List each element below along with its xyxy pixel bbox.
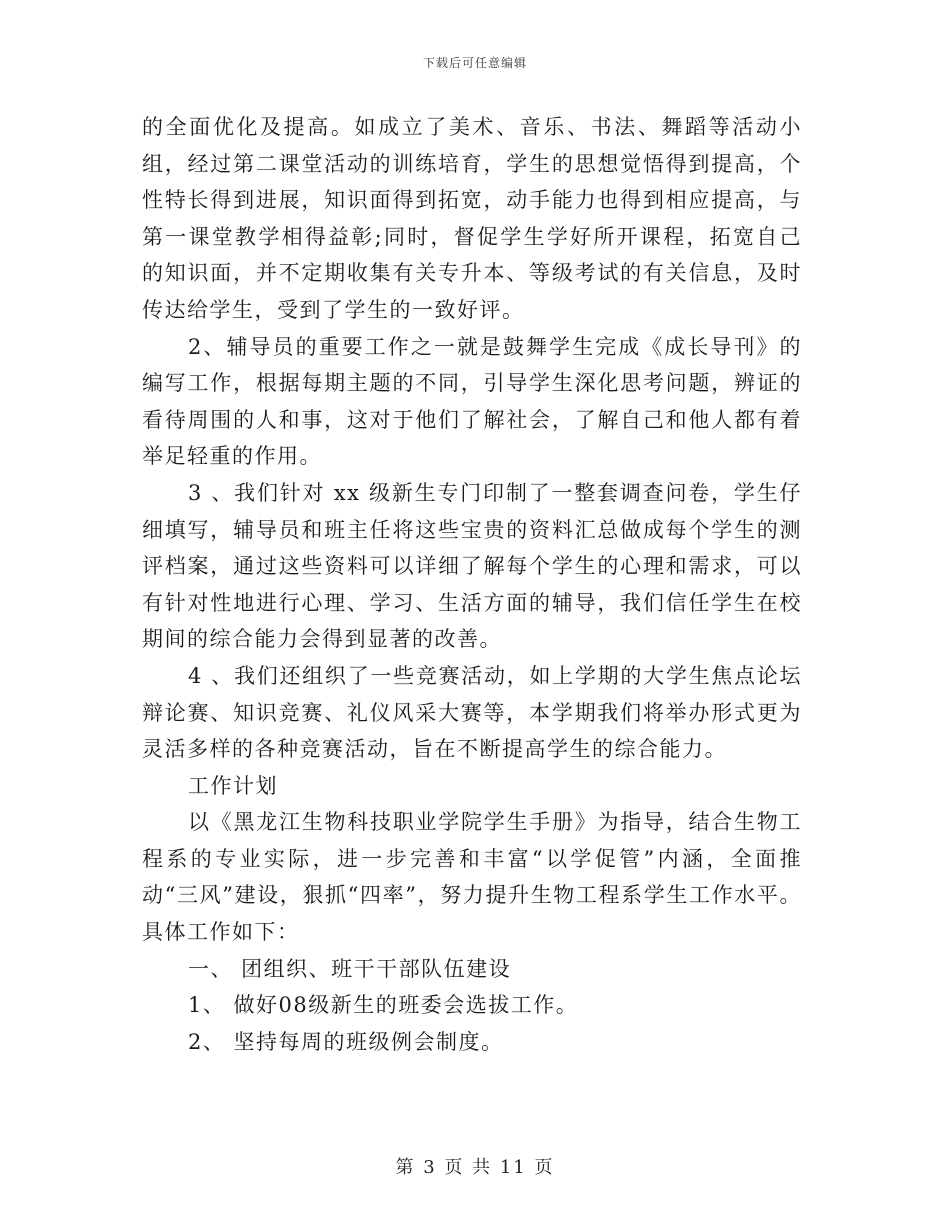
paragraph-item-4: 4 、我们还组织了一些竞赛活动，如上学期的大学生焦点论坛辩论赛、知识竞赛、礼仪风采大赛等，本学期我们将举办形式更为灵活多样的各种竞赛活动，旨在不断提高学生的综合能力。 [142,663,802,762]
list-item-2: 2、 坚持每周的班级例会制度。 [188,1029,504,1054]
section-heading-team-building: 一、 团组织、班干干部队伍建设 [188,956,512,981]
list-item-1: 1、 做好08级新生的班委会选拔工作。 [188,993,579,1018]
paragraph-item-2: 2、辅导员的重要工作之一就是鼓舞学生完成《成长导刊》的编写工作，根据每期主题的不同，引导学生深化思考问题，辨证的看待周围的人和事，这对于他们了解社会，了解自己和他人都有着举足轻重的作用。 [142,334,802,469]
section-heading-work-plan: 工作计划 [188,773,278,798]
paragraph-continuation: 的全面优化及提高。如成立了美术、音乐、书法、舞蹈等活动小组，经过第二课堂活动的训练培育，学生的思想觉悟得到提高，个性特长得到进展，知识面得到拓宽，动手能力也得到相应提高，与第一课堂教学相得益彰;同时，督促学生学好所开课程，拓宽自己的知识面，并不定期收集有关专升本、等级考试的有关信息，及时传达给学生，受到了学生的一致好评。 [142,115,802,322]
paragraph-item-3: 3 、我们针对 xx 级新生专门印制了一整套调查问卷，学生仔细填写，辅导员和班主任将这些宝贵的资料汇总做成每个学生的测评档案，通过这些资料可以详细了解每个学生的心理和需求，可以有针对性地进行心理、学习、生活方面的辅导，我们信任学生在校期间的综合能力会得到显著的改善。 [142,480,802,652]
paragraph-plan-intro: 以《黑龙江生物科技职业学院学生手册》为指导，结合生物工程系的专业实际，进一步完善和丰富“以学促管”内涵，全面推动“三风”建设，狠抓“四率”，努力提升生物工程系学生工作水平。具体工作如下： [142,810,802,945]
document-body [142,109,802,1060]
page-header: 下载后可任意编辑 [422,56,527,70]
page-number-footer: 第 3 页 共 11 页 [395,1157,555,1178]
